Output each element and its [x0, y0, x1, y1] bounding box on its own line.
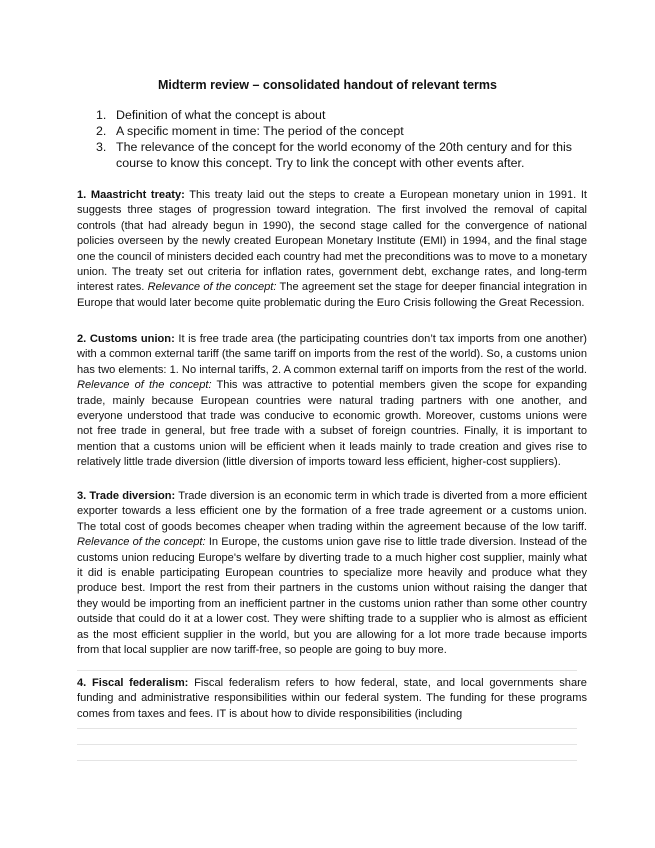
section-customs-union: [77, 332, 587, 471]
section-text: This treaty laid out the steps to create a European monetary union in 1991. It suggests three stages of progression toward integration. The first involved the removal of capital controls (that had already begun in 1990), the second stage called for the convergence of national policies overseen by the newly created European Monetary Institute (EMI) in 1994, and the final stage one the council of ministers decided each country had met the preconditions was to move to a monetary union. The treaty set out criteria for inflation rates, government debt, exchange rates, and long-term interest rates.: [77, 189, 587, 294]
section-text: It is free trade area (the participating countries don’t tax imports from one another) with a common external tariff (the same tariff on imports from the rest of the world). So, a customs union has two elements: 1. No internal tariffs, 2. A common external tariff on imports from the rest of the world.: [77, 333, 587, 376]
relevance-label: Relevance of the concept:: [77, 379, 212, 392]
section-text: Trade diversion is an economic term in which trade is diverted from a more efficient exporter towards a less efficient one by the formation of a free trade agreement or a customs union. The total cost of goods becomes cheaper when trading within the agreement because of the low tariff.: [77, 490, 588, 533]
section-maastricht-treaty: [77, 188, 587, 311]
divider-line: [77, 728, 577, 729]
section-trade-diversion: [77, 489, 587, 658]
section-text: The agreement set the stage for deeper financial integration in Europe that would later become quite problematic during the Euro Crisis following the Great Recession.: [77, 281, 587, 309]
section-fiscal-federalism: [77, 676, 587, 722]
divider-line: [77, 760, 577, 761]
page-title: Midterm review – consolidated handout of relevant terms: [158, 78, 497, 92]
divider-line: [77, 670, 577, 671]
section-heading: 3. Trade diversion:: [77, 490, 176, 502]
relevance-label: Relevance of the concept:: [77, 536, 206, 549]
intro-number: 2.: [96, 124, 107, 138]
section-text: In Europe, the customs union gave rise to little trade diversion. Instead of the customs union reducing Europe's welfare by diverting trade to a much higher cost supplier, mainly what it did is enable participating European countries to specialize more heavily and produce what they produce best. Import the rest from their partners in the customs union without raising the danger that they would be importing from an inefficient partner in the customs union rather than some other country outside that could do it at a lower cost. They were shifting trade to a supplier who is almost as efficient as the most efficient supplier in the world, but you are allowing for a lot more trade because imports from that local supplier are now tariff-free, so people are going to buy more.: [77, 536, 587, 657]
intro-item: [96, 123, 576, 139]
intro-item: [96, 107, 576, 123]
intro-text: A specific moment in time: The period of the concept: [116, 124, 404, 138]
intro-text: The relevance of the concept for the world economy of the 20th century and for this course to know this concept. Try to link the concept with other events after.: [116, 140, 572, 170]
section-text: This was attractive to potential members given the scope for expanding trade, mainly because European countries were natural trading partners with one another, and everyone understood that trade was conducive to economic growth. Moreover, customs unions were not free trade in general, but free trade with a subset of foreign countries. Finally, it is important to mention that a customs union will be efficient when it leads mainly to trade creation and gives rise to relatively little trade diversion (little diversion of imports toward less efficient, higher-cost suppliers).: [77, 379, 588, 469]
intro-number: 1.: [96, 108, 107, 122]
section-text: Fiscal federalism refers to how federal, state, and local governments share funding and administrative responsibilities within our federal system. The funding for these programs comes from taxes and fees. IT is about how to divide responsibilities (including: [77, 677, 587, 720]
section-heading: 4. Fiscal federalism:: [77, 677, 189, 689]
section-heading: 1. Maastricht treaty:: [77, 189, 185, 201]
intro-number: 3.: [96, 140, 107, 154]
intro-text: Definition of what the concept is about: [116, 108, 326, 122]
divider-line: [77, 744, 577, 745]
intro-item: [96, 139, 576, 171]
intro-list: [96, 107, 576, 171]
section-heading: 2. Customs union:: [77, 333, 175, 345]
relevance-label: Relevance of the concept:: [147, 281, 277, 294]
